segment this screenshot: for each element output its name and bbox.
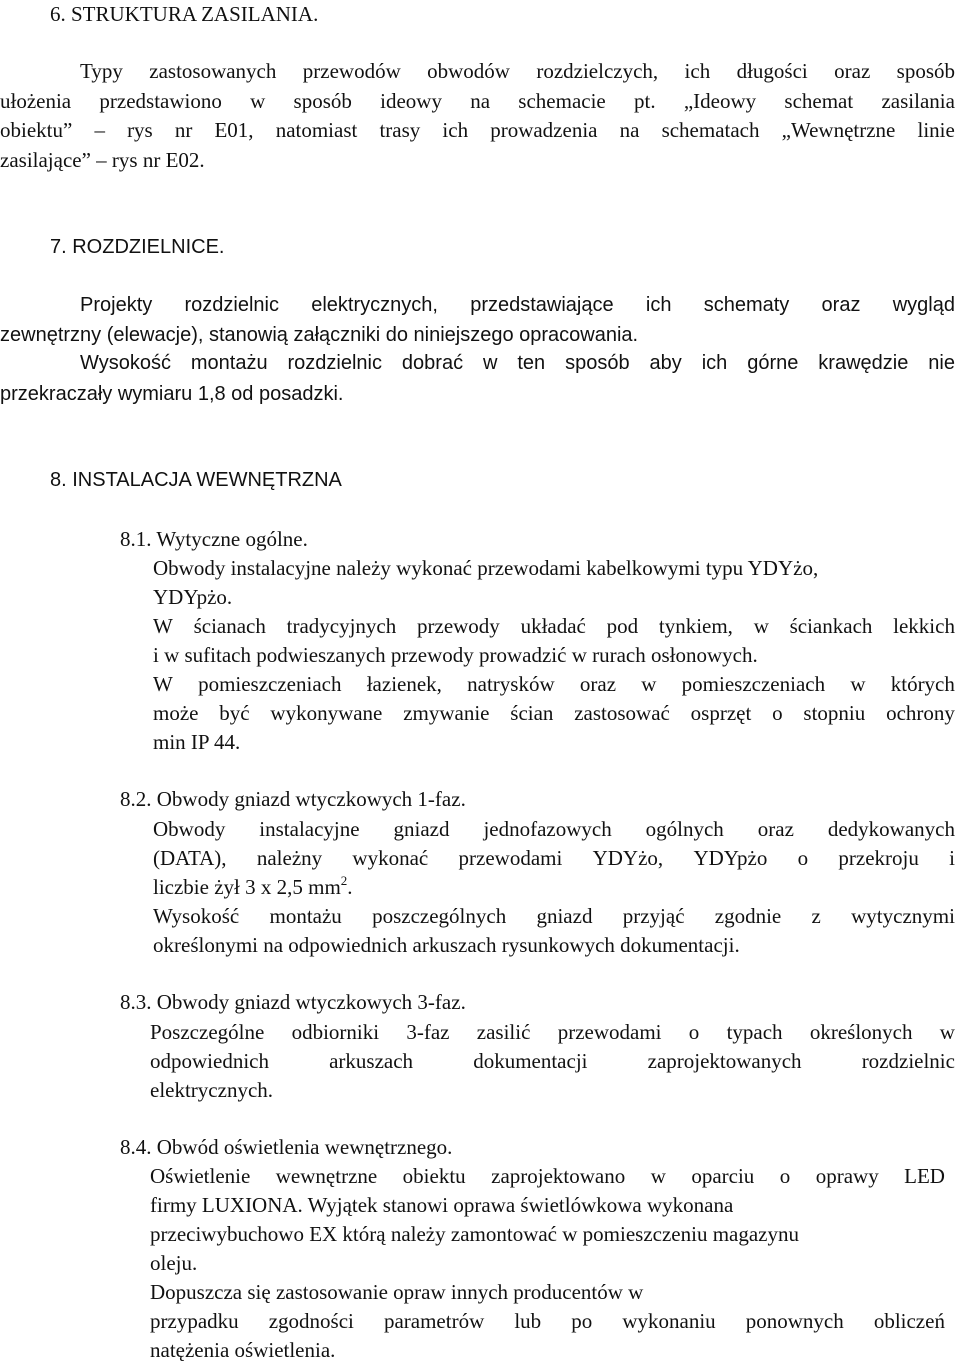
subsection-8-4-text-line: Oświetlenie wewnętrzne obiektu zaprojektowano w oparciu o oprawy LED <box>150 1164 945 1188</box>
subsection-8-2-text-line: liczbie żył 3 x 2,5 $mm^2$. <box>153 873 353 899</box>
subsection-8-4-text-line: przeciwybuchowo EX którą należy zamontować w pomieszczeniu magazynu <box>150 1222 799 1246</box>
section-7-heading: 7. ROZDZIELNICE. <box>50 236 225 258</box>
subsection-8-1-text-line: Obwody instalacyjne należy wykonać przewodami kabelkowymi typu YDYżo, <box>153 556 819 580</box>
subsection-8-4-heading: 8.4. Obwód oświetlenia wewnętrznego. <box>120 1135 453 1159</box>
subsection-8-2-text-line: Obwody instalacyjne gniazd jednofazowych ogólnych oraz dedykowanych <box>153 817 955 841</box>
subsection-8-3-text-line: Poszczególne odbiorniki 3-faz zasilić przewodami o typach określonych w <box>150 1020 955 1044</box>
subsection-8-2-text-line: (DATA), należny wykonać przewodami YDYżo, YDYpżo o przekroju i <box>153 846 955 870</box>
subsection-8-2-text-line: określonymi na odpowiednich arkuszach rysunkowych dokumentacji. <box>153 933 740 957</box>
subsection-8-1-heading: 8.1. Wytyczne ogólne. <box>120 527 308 551</box>
section-6-heading: 6. STRUKTURA ZASILANIA. <box>50 2 319 26</box>
subsection-8-1-text-line: może być wykonywane zmywanie ścian zastosować osprzęt o stopniu ochrony <box>153 701 955 725</box>
subsection-8-4-text-line: natężenia oświetlenia. <box>150 1338 336 1362</box>
section-6-text-line: Typy zastosowanych przewodów obwodów rozdzielczych, ich długości oraz sposób <box>80 59 955 83</box>
subsection-8-3-heading: 8.3. Obwody gniazd wtyczkowych 3-faz. <box>120 990 466 1014</box>
section-6-text-line: obiektu” – rys nr E01, natomiast trasy ich prowadzenia na schematach „Wewnętrzne linie <box>0 118 955 142</box>
section-7-text-line: Projekty rozdzielnic elektrycznych, przedstawiające ich schematy oraz wygląd <box>80 294 955 316</box>
subsection-8-4-text-line: Dopuszcza się zastosowanie opraw innych producentów w <box>150 1280 644 1304</box>
subsection-8-1-text-line: W ścianach tradycyjnych przewody układać pod tynkiem, w ściankach lekkich <box>153 614 955 638</box>
subsection-8-1-text-line: W pomieszczeniach łazienek, natrysków oraz w pomieszczeniach w których <box>153 672 955 696</box>
section-6-text-line: ułożenia przedstawiono w sposób ideowy na schemacie pt. „Ideowy schemat zasilania <box>0 89 955 113</box>
section-7-text-line: przekraczały wymiaru 1,8 od posadzki. <box>0 383 344 405</box>
section-8-heading: 8. INSTALACJA WEWNĘTRZNA <box>50 469 342 491</box>
subsection-8-4-text-line: przypadku zgodności parametrów lub po wykonaniu ponownych obliczeń <box>150 1309 945 1333</box>
subsection-8-1-text-line: min IP 44. <box>153 730 241 754</box>
subsection-8-2-heading: 8.2. Obwody gniazd wtyczkowych 1-faz. <box>120 787 466 811</box>
subsection-8-3-text-line: elektrycznych. <box>150 1078 274 1102</box>
subsection-8-4-text-line: firmy LUXIONA. Wyjątek stanowi oprawa świetlówkowa wykonana <box>150 1193 734 1217</box>
subsection-8-1-text-line: i w sufitach podwieszanych przewody prowadzić w rurach osłonowych. <box>153 643 758 667</box>
section-6-text-line: zasilające” – rys nr E02. <box>0 148 205 172</box>
subsection-8-2-text-line: Wysokość montażu poszczególnych gniazd przyjąć zgodnie z wytycznymi <box>153 904 955 928</box>
subsection-8-3-text-line: odpowiednich arkuszach dokumentacji zaprojektowanych rozdzielnic <box>150 1049 955 1073</box>
subsection-8-4-text-line: oleju. <box>150 1251 198 1275</box>
section-7-text-line: Wysokość montażu rozdzielnic dobrać w ten sposób aby ich górne krawędzie nie <box>80 352 955 374</box>
subsection-8-1-text-line: YDYpżo. <box>153 585 233 609</box>
superscript: 2 <box>340 873 348 888</box>
section-7-text-line: zewnętrzny (elewacje), stanowią załączniki do niniejszego opracowania. <box>0 324 639 346</box>
